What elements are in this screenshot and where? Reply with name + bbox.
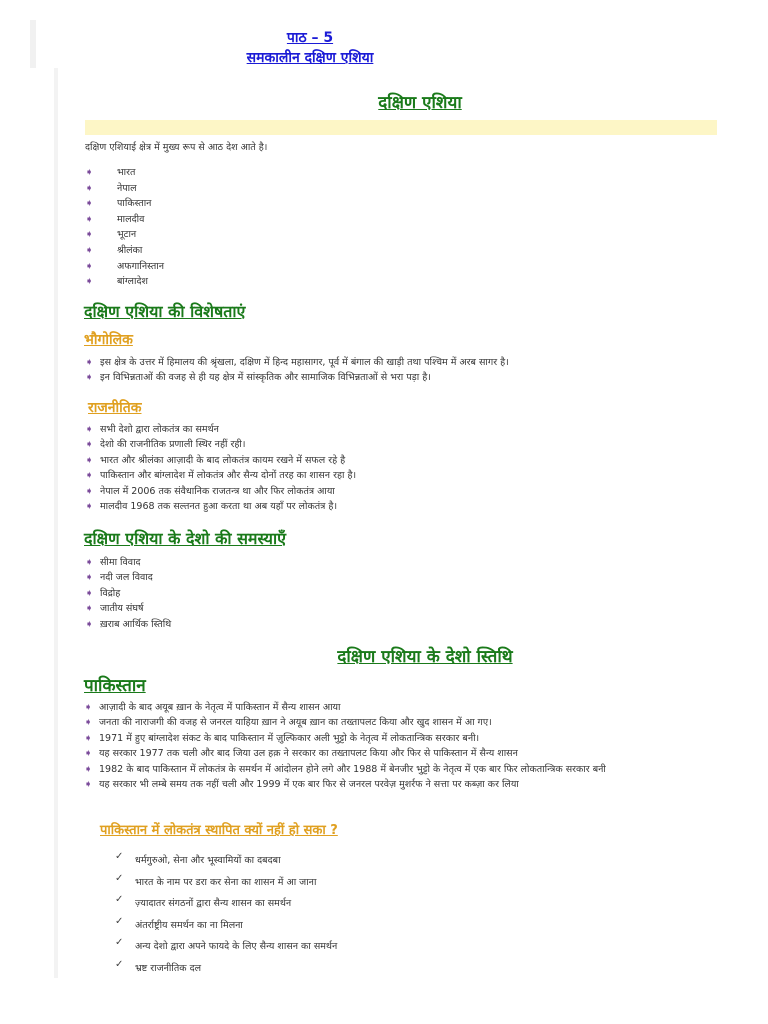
list-item: ✓ ज़्यादातर संगठनों द्वारा सैन्य शासन का समर्थन <box>115 893 337 915</box>
pakistan-list <box>84 700 724 792</box>
list-item: ➧ सभी देशो द्वारा लोकतंत्र का समर्थन <box>85 422 356 437</box>
list-item: ➧ नेपाल <box>85 181 164 197</box>
list-item: ➧ मालदीव <box>85 212 164 228</box>
political-heading: राजनीतिक <box>88 400 142 416</box>
pakistan-question-heading: पाकिस्तान में लोकतंत्र स्थापित क्यों नहीं हो सका ? <box>100 823 338 838</box>
list-item: ➧ विद्रोह <box>85 586 171 601</box>
check-icon: ✓ <box>115 894 124 905</box>
list-item: ➧ पाकिस्तान <box>85 196 164 212</box>
arrow-bullet-icon: ➧ <box>85 424 94 435</box>
geo-heading: भौगोलिक <box>84 332 133 348</box>
lesson-title: समकालीन दक्षिण एशिया <box>246 50 374 66</box>
list-item: ➧ भारत और श्रीलंका आज़ादी के बाद लोकतंत्र कायम रखने में सफल रहे है <box>85 453 356 468</box>
left-margin-bar <box>54 68 58 978</box>
list-item: ➧ मालदीव 1968 तक सल्तनत हुआ करता था अब यहाँ पर लोकतंत्र है। <box>85 499 356 514</box>
arrow-bullet-icon: ➧ <box>85 557 94 568</box>
list-item: ➧ सीमा विवाद <box>85 555 171 570</box>
check-icon: ✓ <box>115 915 124 927</box>
arrow-bullet-icon: ➧ <box>84 717 93 729</box>
list-item: ✓ भारत के नाम पर डरा कर सेना का शासन में आ जाना <box>115 872 337 894</box>
geo-list <box>85 355 509 386</box>
arrow-bullet-icon: ➧ <box>85 439 94 451</box>
arrow-bullet-icon: ➧ <box>84 702 93 713</box>
list-item: ✓ भ्रष्ट राजनीतिक दल <box>115 958 337 980</box>
arrow-bullet-icon: ➧ <box>85 276 94 288</box>
arrow-bullet-icon: ➧ <box>85 572 94 584</box>
features-heading: दक्षिण एशिया की विशेषताएं <box>84 302 246 321</box>
list-item: ✓ अंतर्राष्ट्रीय समर्थन का ना मिलना <box>115 915 337 937</box>
list-item: ➧ अफगानिस्तान <box>85 259 164 275</box>
arrow-bullet-icon: ➧ <box>84 748 93 760</box>
arrow-bullet-icon: ➧ <box>84 763 93 775</box>
list-item: ➧ आज़ादी के बाद अयूब ख़ान के नेतृत्व में पाकिस्तान में सैन्य शासन आया <box>84 700 724 715</box>
main-heading: दक्षिण एशिया <box>378 93 462 113</box>
list-item: ➧ भारत <box>85 165 164 181</box>
problems-heading: दक्षिण एशिया के देशो की समस्याएँ <box>84 529 286 548</box>
list-item: ✓ अन्य देशो द्वारा अपने फायदे के लिए सैन्य शासन का समर्थन <box>115 936 337 958</box>
list-item: ➧ इस क्षेत्र के उत्तर में हिमालय की श्रृंखला, दक्षिण में हिन्द महासागर, पूर्व में बंगाल की खाड़ी तथा पश्चिम में अरब सागर है। <box>85 355 509 370</box>
check-icon: ✓ <box>115 937 124 948</box>
arrow-bullet-icon: ➧ <box>85 167 94 178</box>
arrow-bullet-icon: ➧ <box>85 485 94 497</box>
arrow-bullet-icon: ➧ <box>85 587 94 599</box>
arrow-bullet-icon: ➧ <box>85 501 94 513</box>
pakistan-list-wrap <box>84 700 724 812</box>
list-item: ➧ ख़राब आर्थिक स्तिथि <box>85 617 171 632</box>
list-item: ➧ इन विभिन्नताओं की वजह से ही यह क्षेत्र में सांस्कृतिक और सामाजिक विभिन्नताओं से भरा पड़ा है। <box>85 370 509 385</box>
arrow-bullet-icon: ➧ <box>85 357 94 368</box>
problems-list <box>85 555 171 632</box>
list-item: ➧ देशो की राजनीतिक प्रणाली स्थिर नहीं रही। <box>85 437 356 452</box>
arrow-bullet-icon: ➧ <box>85 603 94 615</box>
list-item: ➧ बांग्लादेश <box>85 274 164 290</box>
check-icon: ✓ <box>115 958 124 970</box>
list-item: ➧ 1971 में हुए बांग्लादेश संकट के बाद पाकिस्तान में ज़ुल्फिकार अली भुट्टो के नेतृत्व में लोकतान्त्रिक सरकार बनी। <box>84 731 724 746</box>
list-item: ➧ जातीय संघर्ष <box>85 601 171 616</box>
arrow-bullet-icon: ➧ <box>85 213 94 225</box>
list-item: ➧ नेपाल में 2006 तक संवैधानिक राजतन्त्र था और फिर लोकतंत्र आया <box>85 484 356 499</box>
list-item: ➧ नदी जल विवाद <box>85 570 171 585</box>
arrow-bullet-icon: ➧ <box>85 372 94 384</box>
list-item: ➧ यह सरकार भी लम्बे समय तक नहीं चली और 1999 में एक बार फिर से जनरल परवेज़ मुशर्रफ ने सत्ता पर कब्ज़ा कर लिया <box>84 777 724 792</box>
arrow-bullet-icon: ➧ <box>84 732 93 744</box>
arrow-bullet-icon: ➧ <box>85 229 94 241</box>
list-item: ➧ जनता की नाराजगी की वजह से जनरल याहिया ख़ान ने अयूब ख़ान का तख्तापलट किया और खुद शासन में आ गए। <box>84 715 724 730</box>
intro-text: दक्षिण एशियाई क्षेत्र में मुख्य रूप से आठ देश आते है। <box>85 142 268 153</box>
highlight-bar <box>85 120 717 135</box>
lesson-number: पाठ – 5 <box>286 30 334 46</box>
arrow-bullet-icon: ➧ <box>85 182 94 194</box>
arrow-bullet-icon: ➧ <box>85 198 94 210</box>
arrow-bullet-icon: ➧ <box>85 244 94 256</box>
reasons-list <box>115 850 337 979</box>
list-item: ➧ पाकिस्तान और बांग्लादेश में लोकतंत्र और सैन्य दोनों तरह का शासन रहा है। <box>85 468 356 483</box>
check-icon: ✓ <box>115 872 124 884</box>
arrow-bullet-icon: ➧ <box>84 779 93 791</box>
political-list <box>85 422 356 514</box>
arrow-bullet-icon: ➧ <box>85 470 94 482</box>
arrow-bullet-icon: ➧ <box>85 260 94 272</box>
status-heading: दक्षिण एशिया के देशो स्तिथि <box>337 647 513 667</box>
list-item: ✓ धर्मगुरुओ, सेना और भूस्वामियों का दबदबा <box>115 850 337 872</box>
countries-list <box>85 165 164 290</box>
arrow-bullet-icon: ➧ <box>85 618 94 630</box>
arrow-bullet-icon: ➧ <box>85 454 94 466</box>
list-item: ➧ यह सरकार 1977 तक चली और बाद जिया उल हक़ ने सरकार का तख्तापलट किया और फिर से पाकिस्तान में सैन्य शासन <box>84 746 724 761</box>
list-item: ➧ 1982 के बाद पाकिस्तान में लोकतंत्र के समर्थन में आंदोलन होने लगे और 1988 में बेनजीर भुट्टो के नेतृत्व में एक बार फिर लोकतान्त्रिक सरकार बनी <box>84 762 709 777</box>
list-item: ➧ श्रीलंका <box>85 243 164 259</box>
check-icon: ✓ <box>115 851 124 862</box>
pakistan-heading: पाकिस्तान <box>84 676 146 696</box>
list-item: ➧ भूटान <box>85 227 164 243</box>
